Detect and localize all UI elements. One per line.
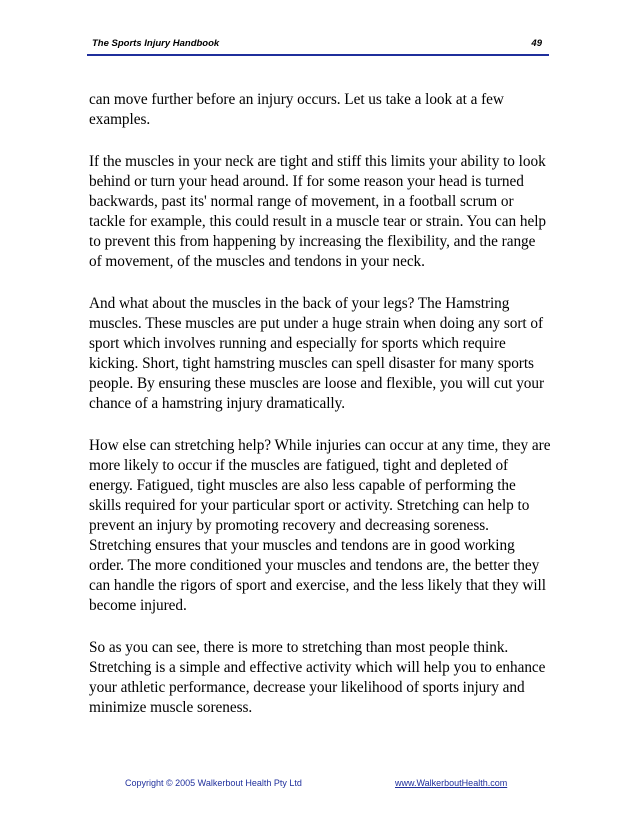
body-paragraph: How else can stretching help? While injuries can occur at any time, they are more likely to occur if the muscles are fatigued, tight and depleted of energy. Fatigued, tight muscles are also less capable of performing the skills required for your particular sport or activity. Stretching can help to prevent an injury by promoting recovery and decreasing soreness. Stretching ensures that your muscles and tendons are in good working order. The more conditioned your muscles and tendons are, the better they can handle the rigors of sport and exercise, and the less likely that they will become injured. bbox=[89, 437, 551, 614]
body-paragraph: If the muscles in your neck are tight and stiff this limits your ability to look behind or turn your head around. If for some reason your head is turned backwards, past its' normal range of movement, in a football scrum or tackle for example, this could result in a muscle tear or strain. You can help to prevent this from happening by increasing the flexibility, and the range of movement, of the muscles and tendons in your neck. bbox=[89, 153, 547, 270]
book-title: The Sports Injury Handbook bbox=[92, 38, 220, 49]
copyright-notice: Copyright © 2005 Walkerbout Health Pty Ltd bbox=[125, 778, 302, 788]
body-paragraph: can move further before an injury occurs. Let us take a look at a few examples. bbox=[89, 91, 504, 128]
body-paragraph: So as you can see, there is more to stretching than most people think. Stretching is a simple and effective activity which will help you to enhance your athletic performance, decrease your likelihood of sports injury and minimize muscle soreness. bbox=[89, 639, 546, 716]
website-link[interactable]: www.WalkerboutHealth.com bbox=[395, 778, 508, 788]
page-body bbox=[89, 90, 551, 740]
page-header bbox=[87, 36, 549, 56]
body-paragraph: And what about the muscles in the back of your legs? The Hamstring muscles. These muscles are put under a huge strain when doing any sort of sport which involves running and especially for sports which require kicking. Short, tight hamstring muscles can spell disaster for many sports people. By ensuring these muscles are loose and flexible, you will cut your chance of a hamstring injury dramatically. bbox=[89, 295, 545, 412]
page-number: 49 bbox=[531, 38, 542, 49]
page-footer bbox=[0, 778, 638, 792]
